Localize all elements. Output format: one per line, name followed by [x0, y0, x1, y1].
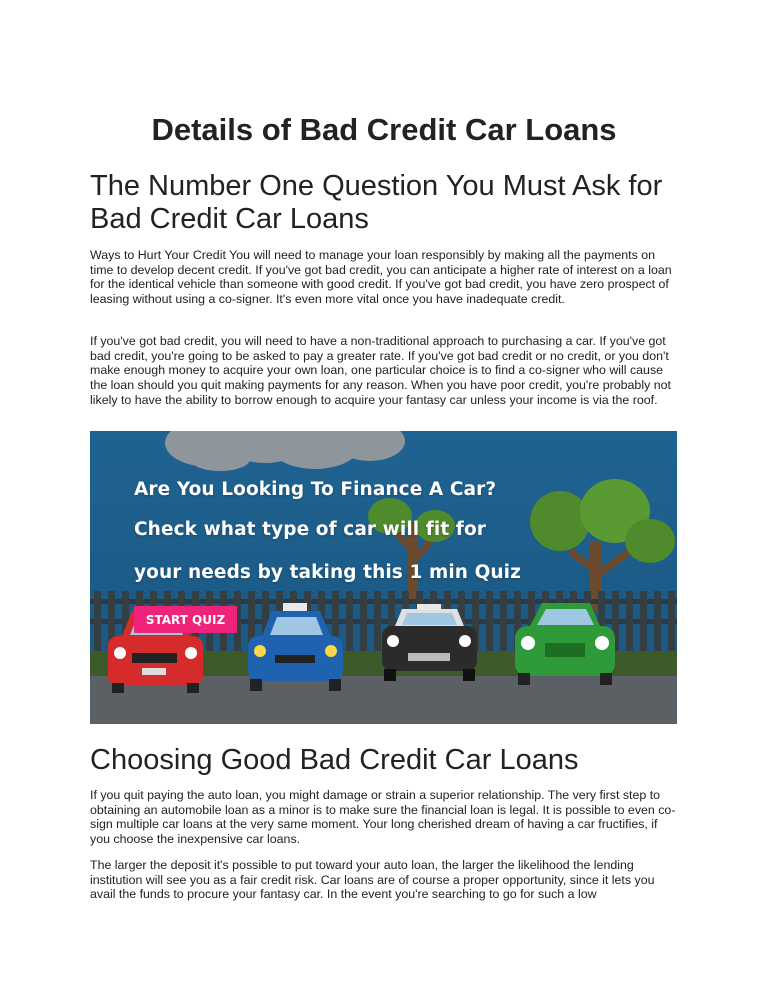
fence-picket: [346, 591, 353, 651]
fence-picket: [500, 591, 507, 651]
fence-picket: [486, 591, 493, 651]
fence-picket: [94, 591, 101, 651]
section2-paragraph-2: The larger the deposit it's possible to put toward your auto loan, the larger the likelihood the lending institution will see you as a fair credit risk. Car loans are of course a proper opportunity, since it lets you avail the funds to procure your fantasy car. In the event you're searching to go for such a low: [90, 858, 655, 902]
section1-paragraph-1: Ways to Hurt Your Credit You will need to manage your loan responsibly by making all the payments on time to develop decent credit. If you've got bad credit, you can anticipate a higher rate of interest on a loan for the identical vehicle than someone with good credit. If you've got bad credit, you have zero prospect of leasing without using a co-signer. It's even more vital once you have inadequate credit.: [90, 248, 672, 307]
start-quiz-button[interactable]: START QUIZ: [134, 606, 237, 633]
finance-quiz-banner[interactable]: [90, 431, 677, 724]
fence-picket: [360, 591, 367, 651]
page-title: Details of Bad Credit Car Loans: [151, 112, 617, 147]
fence-picket: [668, 591, 675, 651]
fence-picket: [654, 591, 661, 651]
banner-line-3: your needs by taking this 1 min Quiz: [134, 562, 521, 583]
fence-picket: [374, 591, 381, 651]
section2-heading: Choosing Good Bad Credit Car Loans: [90, 744, 579, 776]
section2-paragraph-1: If you quit paying the auto loan, you might damage or strain a superior relationship. The very first step to obtaining an automobile loan as a minor is to make sure the financial loan is legal. It is possible to even co-sign multiple car loans at the very same moment. Your long cherished dream of having a car fructifies, if you choose the inexpensive car loans.: [90, 788, 676, 847]
fence-picket: [640, 591, 647, 651]
banner-line-1: Are You Looking To Finance A Car?: [134, 479, 497, 500]
fence-picket: [626, 591, 633, 651]
section1-heading: The Number One Question You Must Ask for Bad Credit Car Loans: [90, 170, 663, 235]
section1-paragraph-2: If you've got bad credit, you will need to have a non-traditional approach to purchasing a car. If you've got bad credit, you're going to be asked to pay a greater rate. If you've got bad credit or no credit, or you don't make enough money to acquire your own loan, one particular choice is to find a co-signer who will cause the loan should you quit making payments for any reason. When you have poor credit, you're probably not likely to have the ability to borrow enough to acquire your fantasy car unless your income is via the roof.: [90, 334, 671, 407]
banner-line-2: Check what type of car will fit for: [134, 519, 486, 540]
